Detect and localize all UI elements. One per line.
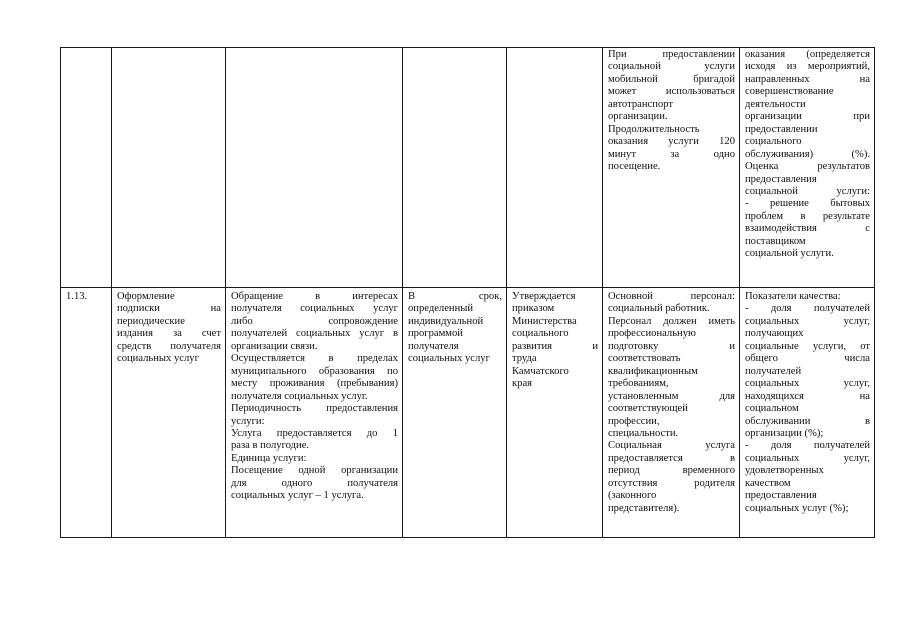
text-line: труда <box>512 353 537 365</box>
text-line: профессии, <box>608 415 660 427</box>
text-line: организации. <box>608 111 668 123</box>
text-line: программой <box>408 328 463 340</box>
text-line: издания за счет <box>117 328 221 340</box>
text-line: направленных на <box>745 73 870 85</box>
text-line: требованиям, <box>608 378 669 390</box>
text-line: специальности. <box>608 427 679 439</box>
text-line: минут за одно <box>608 148 735 160</box>
text-line: - доля получателей <box>745 440 870 452</box>
cell-conditions <box>603 48 740 288</box>
text-line: социальной услуги: <box>745 185 870 197</box>
text-line: либо сопровождение <box>231 315 398 327</box>
row-number: 1.13. <box>61 288 112 538</box>
text-line: Показатели качества: <box>745 291 841 302</box>
text-line: оказания (определяется <box>745 49 870 60</box>
cell-description <box>226 288 403 538</box>
text-line: обслуживания) (%). <box>745 148 870 160</box>
text-line: деятельности <box>745 98 806 110</box>
text-line: предоставления <box>745 173 817 185</box>
text-line: (законного <box>608 490 657 502</box>
text-line: поставщиком <box>745 235 806 247</box>
text-line: Осуществляется в пределах <box>231 353 398 365</box>
text-line: Посещение одной организации <box>231 465 398 477</box>
text-line: Оценка результатов <box>745 161 870 173</box>
text-line: социальных услуг <box>117 353 199 365</box>
text-line: социальных услуг, <box>745 378 870 390</box>
text-line: Социальная услуга <box>608 440 735 452</box>
text-line: организации связи. <box>231 340 318 352</box>
text-line: для одного получателя <box>231 477 398 489</box>
text-line: общего числа <box>745 353 870 365</box>
text-line: получателя социальных услуг. <box>231 390 368 402</box>
text-line: индивидуальной <box>408 315 484 327</box>
text-line: социальном <box>745 403 799 415</box>
text-line: - решение бытовых <box>745 198 870 210</box>
text-line: получателя <box>408 340 459 352</box>
text-line: В срок, <box>408 291 502 302</box>
text-line: Персонал должен иметь <box>608 315 735 327</box>
text-line: социального <box>745 136 802 148</box>
text-line: обслуживании в <box>745 415 870 427</box>
text-line: соответствовать <box>608 353 681 365</box>
text-line: взаимодействия с <box>745 223 870 235</box>
cell-description-empty <box>226 48 403 288</box>
social-services-table <box>60 47 875 538</box>
text-line: удовлетворенных <box>745 465 824 477</box>
cell-conditions <box>603 288 740 538</box>
text-line: средств получателя <box>117 340 221 352</box>
text-line: Единица услуги: <box>231 452 307 464</box>
text-line: Министерства <box>512 315 577 327</box>
text-line: социальных услуг, <box>745 315 870 327</box>
text-line: социальных услуг <box>408 353 490 365</box>
text-line: раза в полугодие. <box>231 440 310 452</box>
text-line: Камчатского <box>512 365 569 377</box>
text-line: Основной персонал: <box>608 291 735 302</box>
table-row <box>61 288 875 538</box>
text-line: муниципального образования по <box>231 365 398 377</box>
text-line: приказом <box>512 303 555 315</box>
text-line: социальные услуги, от <box>745 340 870 352</box>
text-line: посещение. <box>608 161 661 173</box>
table-row-continued <box>61 48 875 288</box>
text-line: социальных услуг (%); <box>745 502 849 514</box>
cell-number-empty <box>61 48 112 288</box>
text-line: Услуга предоставляется до 1 <box>231 427 398 439</box>
text-line: социального <box>512 328 569 340</box>
text-line: развития и <box>512 340 598 352</box>
text-line: Оформление <box>117 291 175 302</box>
text-line: качеством <box>745 477 791 489</box>
text-line: Обращение в интересах <box>231 291 398 302</box>
text-line: месту проживания (пребывания) <box>231 378 398 390</box>
text-line: социальных услуг – 1 услуга. <box>231 490 364 502</box>
text-line: предоставления <box>745 490 817 502</box>
text-line: услуги: <box>231 415 265 427</box>
text-line: исходя из мероприятий, <box>745 61 870 73</box>
text-line: отсутствия родителя <box>608 477 735 489</box>
text-line: получателей социальных услуг в <box>231 328 398 340</box>
text-line: предоставляется в <box>608 452 735 464</box>
text-line: Утверждается <box>512 291 576 302</box>
text-line: края <box>512 378 533 390</box>
text-line: представителя). <box>608 502 680 514</box>
text-line: получателей <box>745 365 802 377</box>
text-line: организации (%); <box>745 427 824 439</box>
cell-tariff-empty <box>507 48 603 288</box>
text-line: социальных услуг, <box>745 452 870 464</box>
text-line: находящихся на <box>745 390 870 402</box>
cell-quality-indicators <box>740 288 875 538</box>
text-line: соответствующей <box>608 403 688 415</box>
cell-term <box>403 288 507 538</box>
text-line: определенный <box>408 303 474 315</box>
text-line: Продолжительность <box>608 123 700 135</box>
text-line: получающих <box>745 328 804 340</box>
cell-quality-indicators <box>740 48 875 288</box>
text-line: может использоваться <box>608 86 735 98</box>
text-line: подготовку и <box>608 340 735 352</box>
text-line: мобильной бригадой <box>608 73 735 85</box>
text-line: социальной услуги. <box>745 248 834 260</box>
text-line: социальный работник. <box>608 303 710 315</box>
text-line: социальной услуги <box>608 61 735 73</box>
text-line: При предоставлении <box>608 49 735 60</box>
text-line: квалификационным <box>608 365 698 377</box>
text-line: установленным для <box>608 390 735 402</box>
cell-service-name-empty <box>112 48 226 288</box>
text-line: - доля получателей <box>745 303 870 315</box>
cell-service-name <box>112 288 226 538</box>
cell-tariff <box>507 288 603 538</box>
text-line: получателя социальных услуг <box>231 303 398 315</box>
text-line: профессиональную <box>608 328 696 340</box>
text-line: предоставлении <box>745 123 818 135</box>
text-line: периодические <box>117 315 185 327</box>
text-line: организации при <box>745 111 870 123</box>
text-line: подписки на <box>117 303 221 315</box>
text-line: Периодичность предоставления <box>231 403 398 415</box>
text-line: период временного <box>608 465 735 477</box>
text-line: совершенствование <box>745 86 834 98</box>
cell-term-empty <box>403 48 507 288</box>
text-line: оказания услуги 120 <box>608 136 735 148</box>
text-line: автотранспорт <box>608 98 673 110</box>
text-line: проблем в результате <box>745 210 870 222</box>
